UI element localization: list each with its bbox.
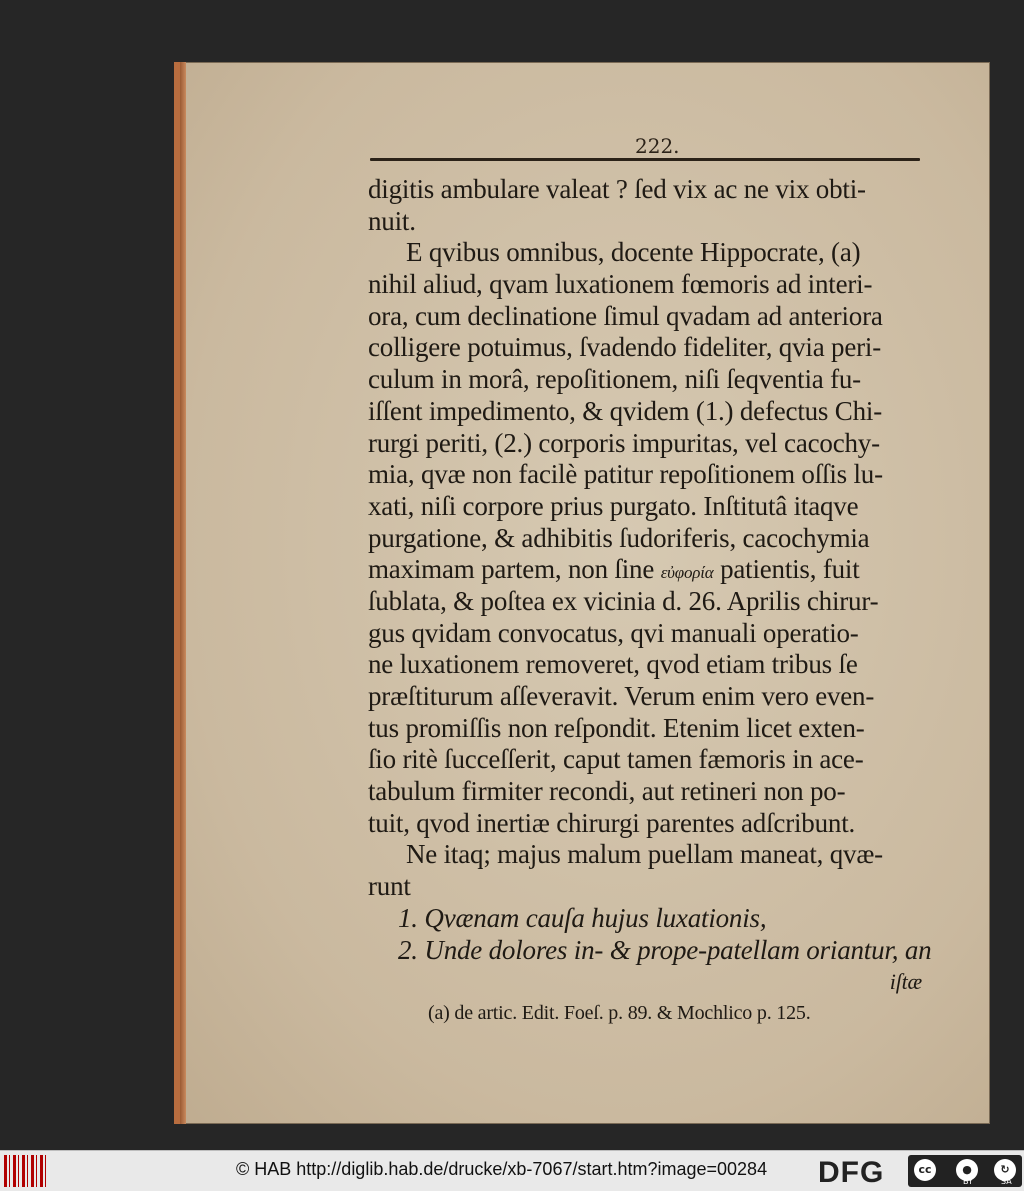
text-line: mia, qvæ non facilè patitur repoſitionem oſſis lu- (368, 459, 883, 490)
text-line: iſſent impedimento, & qvidem (1.) defectus Chi- (368, 395, 882, 426)
body-text (368, 174, 932, 1030)
question-line (368, 934, 932, 967)
text-line: ſublata, & poſtea ex vicinia d. 26. Aprilis chirur- (368, 585, 879, 616)
question-line: 1. Qvænam cauſa hujus luxationis, (398, 902, 767, 933)
text-line: nihil aliud, qvam luxationem fœmoris ad interi- (368, 269, 873, 300)
creative-commons-license-badge[interactable] (908, 1155, 1022, 1187)
catchword: iſtæ (889, 969, 922, 995)
header-rule (370, 158, 920, 161)
source-url-link[interactable]: © HAB http://diglib.hab.de/drucke/xb-7067/start.htm?image=00284 (236, 1159, 768, 1179)
license-label-by: BY (963, 1177, 973, 1186)
text-line: gus qvidam convocatus, qvi manuali operatio- (368, 617, 859, 648)
text-line: nuit. (368, 205, 416, 236)
page-number: 222. (635, 134, 680, 158)
text-line: tuit, qvod inertiæ chirurgi parentes adſcribunt. (368, 807, 856, 838)
text-line: præſtiturum aſſeveravit. Verum enim vero even- (368, 681, 875, 711)
scanned-page (174, 62, 990, 1124)
text-line: tus promiſſis non reſpondit. Etenim licet exten- (368, 712, 865, 743)
text-segment: patientis, fuit (720, 554, 860, 585)
text-line: ne luxationem removeret, qvod etiam tribus ſe (368, 649, 858, 680)
text-line: xati, niſi corpore prius purgato. Inſtitutâ itaqve (368, 490, 859, 521)
text-line: rurgi periti, (2.) corporis impuritas, vel cacochy- (368, 427, 880, 458)
cc-icon: cc (914, 1159, 936, 1181)
text-line: ſio ritè ſucceſſerit, caput tamen fæmoris in ace- (368, 744, 864, 775)
text-line: ora, cum declinatione ſimul qvadam ad anteriora (368, 300, 883, 331)
attribution-icon: ● (956, 1159, 978, 1181)
text-line: digitis ambulare valeat ? ſed vix ac ne vix obti- (368, 174, 866, 204)
dfg-logo: DFG (818, 1156, 885, 1189)
text-line: tabulum firmiter recondi, aut retineri non po- (368, 776, 846, 807)
text-line: colligere potuimus, ſvadendo fideliter, qvia peri- (368, 332, 882, 363)
footer-bar (0, 1150, 1024, 1191)
question-text: 2. Unde dolores in- & prope-patellam oriantur, an (398, 934, 932, 965)
text-line: purgatione, & adhibitis ſudoriferis, cacochymia (368, 522, 870, 553)
text-segment: maximam partem, non ſine (368, 554, 655, 585)
text-line: runt (368, 871, 411, 902)
license-label-sa: SA (1001, 1177, 1012, 1186)
text-line: E qvibus omnibus, docente Hippocrate, (a) (406, 237, 861, 268)
footnote: (a) de artic. Edit. Foeſ. p. 89. & Mochlico p. 125. (428, 1002, 811, 1025)
text-line: culum in morâ, repoſitionem, niſi ſeqventia fu- (368, 364, 861, 395)
share-alike-icon: ↻ (994, 1159, 1016, 1181)
text-line: Ne itaq; majus malum puellam maneat, qvæ- (406, 839, 883, 870)
page-spine-edge (180, 62, 186, 1124)
library-barcode-icon (4, 1155, 48, 1187)
greek-word: εὐφορία (660, 563, 714, 583)
text-line (368, 554, 928, 586)
